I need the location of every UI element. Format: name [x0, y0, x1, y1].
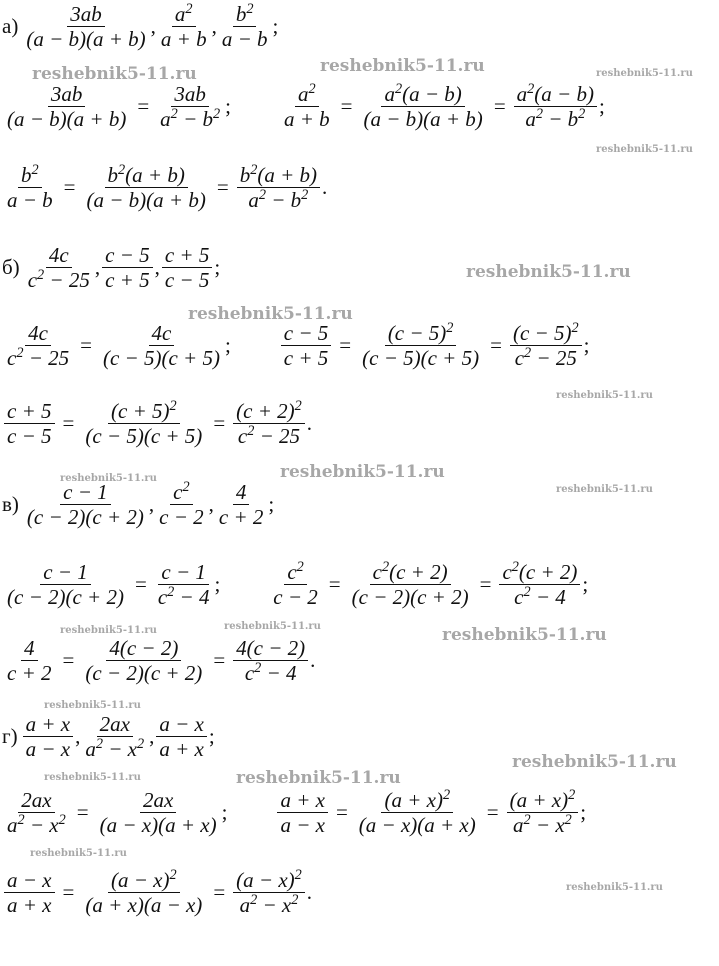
numerator: 4(c − 2): [233, 636, 308, 661]
equals-sign: =: [76, 800, 89, 825]
numerator: 4: [233, 480, 250, 505]
separator: ;: [272, 14, 279, 39]
numerator: 4c: [25, 321, 51, 346]
fraction: [4, 82, 129, 131]
denominator: (c − 5)(c + 5): [85, 424, 203, 449]
equals-sign: =: [216, 175, 229, 200]
fraction: [82, 636, 205, 685]
numerator: c + 5: [4, 399, 55, 424]
equals-sign: =: [62, 880, 75, 905]
fraction: [510, 321, 582, 370]
denominator: c + 5: [283, 346, 329, 371]
fraction: [281, 321, 332, 370]
separator: ,: [208, 492, 214, 517]
fraction: [237, 163, 320, 212]
fraction: [216, 480, 267, 529]
denominator: (c − 2)(c + 2): [85, 661, 203, 686]
numerator: $b^2(a + b)$: [237, 163, 320, 188]
denominator: a + x: [7, 893, 52, 918]
watermark: reshebnik5-11.ru: [596, 68, 693, 79]
section-v-line1: [2, 560, 588, 609]
numerator: $(a - x)^2$: [108, 868, 180, 893]
watermark: reshebnik5-11.ru: [224, 621, 321, 632]
equals-sign: =: [213, 411, 226, 436]
section-a-header: [2, 2, 278, 51]
numerator: $(c - 5)^2$: [385, 321, 457, 346]
equals-sign: =: [328, 572, 341, 597]
numerator: c − 5: [281, 321, 332, 346]
numerator: a + x: [277, 788, 328, 813]
section-v-header: [2, 480, 274, 529]
denominator: (c − 2)(c + 2): [351, 585, 469, 610]
denominator: a − b: [7, 188, 53, 213]
denominator: $a^2 - x^2$: [85, 736, 145, 762]
fraction: [162, 243, 213, 292]
denominator: $a^2 - x^2$: [513, 812, 572, 838]
fraction: [281, 82, 333, 131]
fraction: [4, 399, 55, 448]
fraction: [233, 868, 305, 917]
equals-sign: =: [490, 333, 502, 358]
denominator: $c^2 - 4$: [244, 660, 297, 686]
separator: ;: [268, 492, 275, 517]
section-b-line2: [2, 399, 312, 448]
denominator: a + b: [283, 107, 330, 132]
denominator: c − 2: [273, 585, 318, 610]
separator: .: [322, 175, 328, 200]
equals-sign: =: [63, 175, 76, 200]
numerator: $b^2$: [233, 2, 257, 27]
denominator: a − b: [221, 27, 268, 52]
separator: ;: [583, 333, 590, 358]
numerator: 4c: [149, 321, 175, 346]
numerator: c − 1: [60, 480, 111, 505]
numerator: 4c: [46, 243, 72, 268]
separator: .: [310, 648, 316, 673]
watermark: reshebnik5-11.ru: [566, 882, 663, 893]
denominator: $a^2 - x^2$: [239, 892, 299, 918]
separator: ,: [149, 724, 155, 749]
numerator: $c^2(c + 2)$: [499, 560, 580, 585]
denominator: (a − b)(a + b): [363, 107, 483, 132]
fraction: [24, 480, 147, 529]
watermark: reshebnik5-11.ru: [596, 144, 693, 155]
section-v-line2: [2, 636, 315, 685]
equals-sign: =: [335, 800, 348, 825]
denominator: c − 5: [7, 424, 52, 449]
watermark: reshebnik5-11.ru: [60, 625, 157, 636]
denominator: (c − 2)(c + 2): [26, 505, 144, 530]
watermark: reshebnik5-11.ru: [556, 390, 653, 401]
fraction: [270, 560, 321, 609]
separator: ,: [154, 255, 160, 280]
watermark: reshebnik5-11.ru: [512, 752, 677, 772]
fraction: [4, 788, 69, 837]
separator: ;: [224, 333, 231, 358]
section-label: г): [2, 724, 18, 749]
watermark: reshebnik5-11.ru: [44, 772, 141, 783]
equals-sign: =: [137, 94, 150, 119]
numerator: 4(c − 2): [106, 636, 181, 661]
fraction: [219, 2, 271, 51]
fraction: [157, 82, 223, 131]
fraction: [23, 2, 148, 51]
denominator: $c^2 - 4$: [514, 584, 566, 610]
denominator: c + 2: [218, 505, 264, 530]
numerator: $c^2$: [284, 560, 306, 585]
numerator: 2ax: [140, 788, 176, 813]
watermark: reshebnik5-11.ru: [280, 462, 445, 482]
fraction: [82, 712, 147, 761]
denominator: (c − 2)(c + 2): [7, 585, 124, 610]
fraction: [359, 321, 482, 370]
watermark: reshebnik5-11.ru: [60, 473, 157, 484]
equals-sign: =: [62, 411, 75, 436]
denominator: $a^2 - b^2$: [160, 106, 221, 132]
separator: ;: [598, 94, 605, 119]
section-a-line2: [2, 163, 327, 212]
denominator: (a − x)(a + x): [358, 813, 476, 838]
numerator: $a^2(a - b)$: [381, 82, 464, 107]
numerator: c − 1: [40, 560, 91, 585]
fraction: [507, 788, 579, 837]
fraction: [514, 82, 597, 131]
equals-sign: =: [62, 648, 75, 673]
fraction: [82, 399, 205, 448]
numerator: $a^2(a - b)$: [514, 82, 597, 107]
denominator: (a − x)(a + x): [99, 813, 217, 838]
fraction: [499, 560, 580, 609]
fraction: [233, 636, 308, 685]
numerator: $a^2$: [295, 82, 319, 107]
denominator: (c − 5)(c + 5): [102, 346, 220, 371]
numerator: $(a - x)^2$: [233, 868, 305, 893]
numerator: 3ab: [171, 82, 209, 107]
denominator: (a − b)(a + b): [26, 27, 146, 52]
denominator: $a^2 - x^2$: [7, 812, 66, 838]
equals-sign: =: [213, 648, 226, 673]
fraction: [158, 2, 210, 51]
denominator: c − 2: [159, 505, 204, 530]
watermark: reshebnik5-11.ru: [30, 848, 127, 859]
separator: ;: [225, 94, 231, 119]
denominator: (c − 5)(c + 5): [362, 346, 480, 371]
fraction: [155, 560, 213, 609]
numerator: 2ax: [97, 712, 133, 737]
fraction: [25, 243, 93, 292]
section-b-line1: [2, 321, 589, 370]
fraction: [356, 788, 479, 837]
denominator: $c^2 - 4$: [157, 584, 210, 610]
separator: .: [306, 411, 313, 436]
equals-sign: =: [479, 572, 492, 597]
watermark: reshebnik5-11.ru: [556, 484, 653, 495]
separator: ;: [221, 800, 228, 825]
watermark: reshebnik5-11.ru: [32, 64, 197, 84]
denominator: $c^2 - 25$: [7, 345, 70, 371]
separator: .: [306, 880, 313, 905]
section-label: б): [2, 255, 20, 280]
equals-sign: =: [213, 880, 226, 905]
fraction: [4, 636, 55, 685]
numerator: a − x: [4, 868, 55, 893]
numerator: a − x: [156, 712, 207, 737]
separator: ;: [214, 255, 221, 280]
watermark: reshebnik5-11.ru: [44, 700, 141, 711]
fraction: [156, 712, 207, 761]
fraction: [277, 788, 328, 837]
denominator: a + b: [160, 27, 207, 52]
numerator: $(c - 5)^2$: [510, 321, 582, 346]
numerator: 3ab: [67, 2, 105, 27]
numerator: c − 5: [102, 243, 153, 268]
section-a-line1: [2, 82, 605, 131]
numerator: $a^2$: [172, 2, 196, 27]
fraction: [23, 712, 74, 761]
denominator: $c^2 - 25$: [514, 345, 577, 371]
fraction: [4, 321, 72, 370]
section-g-line1: [2, 788, 586, 837]
numerator: $b^2$: [18, 163, 42, 188]
denominator: $a^2 - b^2$: [248, 187, 309, 213]
numerator: $(a + x)^2$: [507, 788, 579, 813]
numerator: c − 1: [158, 560, 209, 585]
numerator: $(a + x)^2$: [381, 788, 453, 813]
separator: ;: [580, 800, 587, 825]
watermark: reshebnik5-11.ru: [442, 625, 607, 645]
denominator: c + 5: [105, 268, 150, 293]
denominator: $c^2 - 25$: [27, 267, 90, 293]
numerator: a + x: [23, 712, 74, 737]
fraction: [349, 560, 472, 609]
watermark: reshebnik5-11.ru: [466, 262, 631, 282]
numerator: $c^2(c + 2)$: [370, 560, 451, 585]
section-g-line2: [2, 868, 312, 917]
denominator: a − x: [25, 737, 71, 762]
fraction: [4, 560, 127, 609]
denominator: a − x: [280, 813, 325, 838]
fraction: [156, 480, 207, 529]
watermark: reshebnik5-11.ru: [188, 304, 353, 324]
separator: ;: [214, 572, 221, 597]
equals-sign: =: [134, 572, 147, 597]
separator: ,: [94, 255, 101, 280]
denominator: $a^2 - b^2$: [525, 106, 586, 132]
fraction: [233, 399, 305, 448]
fraction: [97, 788, 220, 837]
denominator: (a − b)(a + b): [7, 107, 127, 132]
numerator: $(c + 5)^2$: [108, 399, 180, 424]
separator: ;: [208, 724, 215, 749]
equals-sign: =: [340, 94, 353, 119]
denominator: a + x: [159, 737, 204, 762]
numerator: $b^2(a + b)$: [105, 163, 188, 188]
numerator: c + 5: [162, 243, 213, 268]
fraction: [360, 82, 485, 131]
separator: ,: [150, 14, 156, 39]
fraction: [100, 321, 223, 370]
section-g-header: [2, 712, 215, 761]
fraction: [4, 868, 55, 917]
fraction: [82, 868, 205, 917]
equals-sign: =: [486, 800, 499, 825]
section-b-header: [2, 243, 220, 292]
separator: ,: [75, 724, 81, 749]
denominator: c − 5: [164, 268, 210, 293]
denominator: (a + x)(a − x): [85, 893, 203, 918]
numerator: 2ax: [18, 788, 54, 813]
denominator: c + 2: [7, 661, 52, 686]
numerator: 4: [21, 636, 38, 661]
equals-sign: =: [493, 94, 506, 119]
separator: ,: [211, 14, 217, 39]
denominator: $c^2 - 25$: [237, 423, 301, 449]
watermark: reshebnik5-11.ru: [320, 56, 485, 76]
fraction: [102, 243, 153, 292]
separator: ,: [148, 492, 155, 517]
section-label: а): [2, 14, 19, 39]
numerator: $c^2$: [170, 480, 192, 505]
fraction: [84, 163, 209, 212]
fraction: [4, 163, 56, 212]
equals-sign: =: [80, 333, 92, 358]
watermark: reshebnik5-11.ru: [236, 768, 401, 788]
equals-sign: =: [339, 333, 352, 358]
denominator: (a − b)(a + b): [86, 188, 206, 213]
separator: ;: [582, 572, 589, 597]
numerator: 3ab: [48, 82, 86, 107]
section-label: в): [2, 492, 19, 517]
numerator: $(c + 2)^2$: [233, 399, 305, 424]
